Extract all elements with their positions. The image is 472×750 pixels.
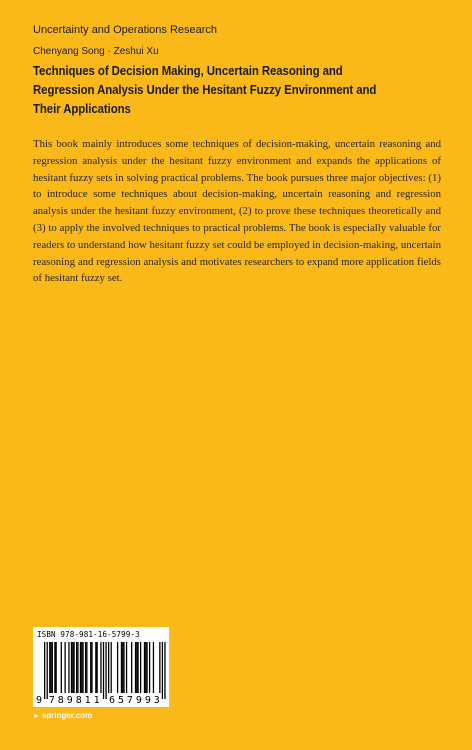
barcode-bar [77,642,78,693]
barcode-bar [100,642,101,693]
barcode-digit: 9 [36,695,43,706]
website-text: springer.com [41,711,93,720]
barcode-bar [103,642,104,699]
authors: Chenyang Song · Zeshui Xu [33,46,159,57]
isbn-label: ISBN 978-981-16-5799-3 [37,630,140,639]
barcode-bar [72,642,73,693]
barcode-bar [162,642,163,699]
barcode-digit: 6 [109,695,116,706]
barcode-bar [105,642,106,699]
barcode-bar [85,642,86,693]
barcode-digit: 7 [126,695,133,706]
barcode-bar [153,642,154,693]
series-name: Uncertainty and Operations Research [33,24,218,36]
barcode-bar [81,642,82,693]
barcode-bar [47,642,48,699]
barcode-bar [82,642,83,693]
barcode-digit: 5 [117,695,124,706]
barcode-digit: 9 [135,695,142,706]
barcode-bar [68,642,69,693]
barcode-bar [111,642,112,693]
barcode-bar [71,642,72,693]
barcode-bar [73,642,74,693]
barcode-digit: 3 [153,695,160,706]
barcode-bar [90,642,91,693]
website-link[interactable] [33,711,92,720]
barcode-bar [95,642,96,693]
barcode-bar [56,642,57,693]
barcode-bar [136,642,137,693]
barcode-bar [96,642,97,693]
barcode-digit: 8 [57,695,64,706]
arrow-icon: ► [33,713,40,720]
book-description: This book mainly introduces some techniques of decision-making, uncertain reasoning and regression analysis under the hesitant fuzzy environment and expands the applications of hesitant fuzzy sets in solving practical problems. The book pursues three major objectives: (1) to introduce some techniques about decision-making, uncertain reasoning and regression analysis under the hesitant fuzzy environment, (2) to prove these techniques theoretically and (3) to apply the involved techniques to practical problems. The book is especially valuable for readers to understand how hesitant fuzzy set could be employed in decision-making, uncertain reasoning and regression analysis and motivates researchers to expand more application fields of hesitant fuzzy set. [33,138,441,285]
barcode-bar [76,642,77,693]
barcode-bar [126,642,127,693]
barcode-bar [131,642,132,693]
barcode-digit: 1 [84,695,91,706]
barcode-digit: 9 [66,695,73,706]
barcode-digit: 8 [75,695,82,706]
barcode-bar [121,642,122,693]
book-title: Techniques of Decision Making, Uncertain Reasoning and Regression Analysis Under the Hesitant Fuzzy Environment and Their Applications [33,63,377,116]
barcode-digit: 7 [48,695,55,706]
barcode-bar [49,642,50,693]
barcode-bar [122,642,123,693]
barcode-bar [44,642,45,699]
barcode-bar [140,642,141,693]
barcode-bar [50,642,51,693]
barcode-digit: 1 [93,695,100,706]
barcode-bar [64,642,65,693]
barcode-bar [144,642,145,693]
barcode-bar [117,642,118,693]
barcode-bar [146,642,147,693]
barcode-bar [61,642,62,693]
barcode [33,627,169,707]
barcode-bar [145,642,146,693]
barcode-bar [54,642,55,693]
barcode-bar [80,642,81,693]
barcode-bar [123,642,124,693]
barcode-bar [149,642,150,693]
barcode-bar [164,642,165,699]
barcode-bar [137,642,138,693]
barcode-bar [159,642,160,693]
barcode-bar [135,642,136,693]
barcode-digit: 9 [144,695,151,706]
barcode-bar [52,642,53,693]
barcode-bar [91,642,92,693]
barcode-bar [108,642,109,693]
barcode-bar [86,642,87,693]
